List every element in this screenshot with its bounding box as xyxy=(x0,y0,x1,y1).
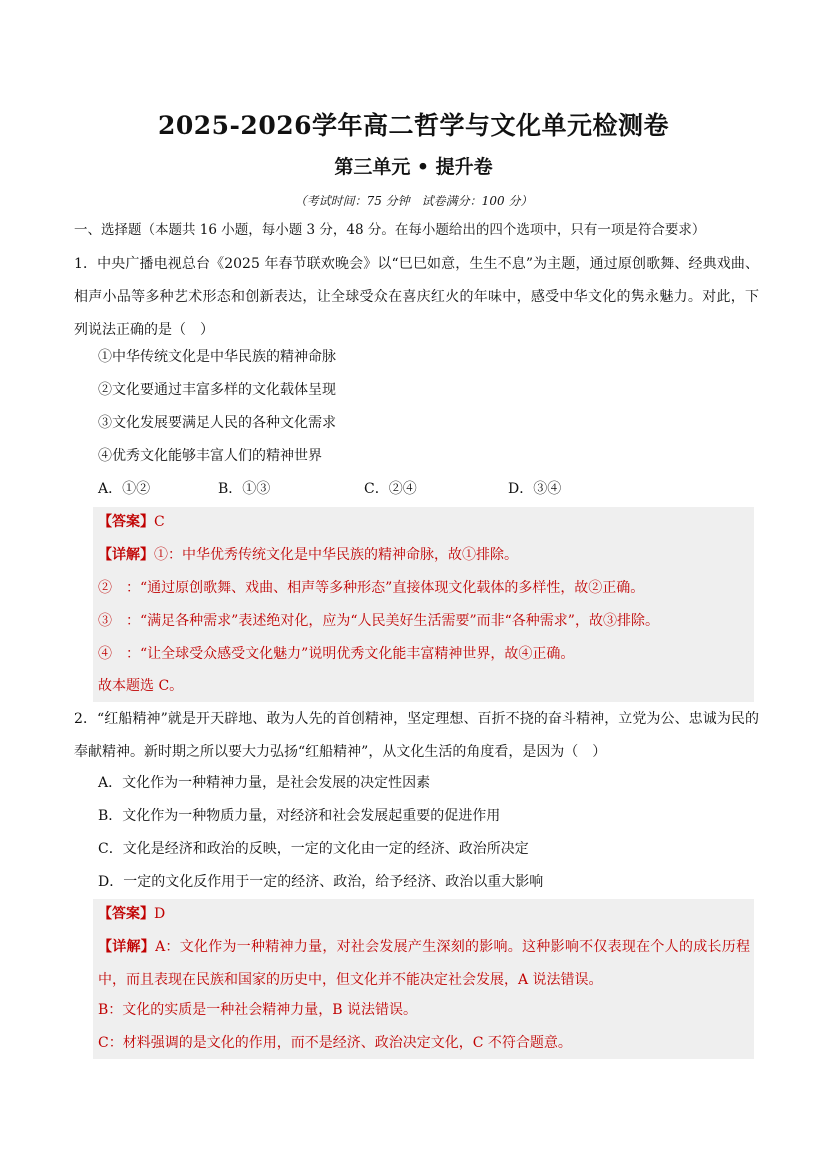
q2-option-c: C．文化是经济和政治的反映，一定的文化由一定的经济、政治所决定 xyxy=(98,841,529,857)
q1-detail-3: ③ ：“满足各种需求”表述绝对化，应为“人民美好生活需要”而非“各种需求”，故③排除。 xyxy=(98,613,659,629)
q2-detail-tag: 【详解】 xyxy=(98,939,156,955)
q2-answer xyxy=(98,898,748,931)
q1-item-1: ①中华传统文化是中华民族的精神命脉 xyxy=(98,349,336,365)
q1-detail-text-1: ①：中华优秀传统文化是中华民族的精神命脉，故①排除。 xyxy=(154,547,518,563)
q1-detail-2: ② ：“通过原创歌舞、戏曲、相声等多种形态”直接体现文化载体的多样性，故②正确。 xyxy=(98,580,645,596)
q1-answer-value: C xyxy=(154,514,165,530)
q2-detail-2: B：文化的实质是一种社会精神力量，B 说法错误。 xyxy=(98,1002,418,1018)
q2-answer-value: D xyxy=(154,906,166,922)
question-1-stem: 1．中央广播电视总台《2025 年春节联欢晚会》以“巳巳如意，生生不息”为主题，通过原创歌舞、经典戏曲、相声小品等多种艺术形态和创新表达，让全球受众在喜庆红火的年味中，感受中华文化的隽永魅力。对此，下列说法正确的是（ ） xyxy=(74,256,759,338)
q1-item-2: ②文化要通过丰富多样的文化载体呈现 xyxy=(98,382,336,398)
q1-detail-4: ④ ：“让全球受众感受文化魅力”说明优秀文化能丰富精神世界，故④正确。 xyxy=(98,646,575,662)
q1-item-3: ③文化发展要满足人民的各种文化需求 xyxy=(98,415,336,431)
q1-item-4: ④优秀文化能够丰富人们的精神世界 xyxy=(98,448,322,464)
q2-detail-1 xyxy=(98,931,750,997)
exam-title: 2025-2026学年高二哲学与文化单元检测卷 xyxy=(157,111,670,140)
q1-answer xyxy=(98,506,748,539)
q1-option-d: D．③④ xyxy=(508,481,562,497)
q1-option-c: C．②④ xyxy=(364,481,417,497)
q1-detail-5: 故本题选 C。 xyxy=(98,678,184,694)
q2-option-d: D．一定的文化反作用于一定的经济、政治，给予经济、政治以重大影响 xyxy=(98,874,544,890)
exam-meta: （考试时间：75 分钟 试卷满分：100 分） xyxy=(294,194,533,208)
q2-option-b: B．文化作为一种物质力量，对经济和社会发展起重要的促进作用 xyxy=(98,808,501,824)
q1-options xyxy=(98,473,698,506)
question-2-stem: 2．“红船精神”就是开天辟地、敢为人先的首创精神，坚定理想、百折不挠的奋斗精神，立党为公、忠诚为民的奉献精神。新时期之所以要大力弘扬“红船精神”，从文化生活的角度看，是因为（ ） xyxy=(74,711,759,760)
q2-option-a: A．文化作为一种精神力量，是社会发展的决定性因素 xyxy=(98,775,431,791)
exam-subtitle: 第三单元 • 提升卷 xyxy=(334,156,493,178)
q1-detail-tag: 【详解】 xyxy=(98,547,154,563)
q1-detail-1 xyxy=(98,539,748,572)
q2-detail-text-1: A：文化作为一种精神力量，对社会发展产生深刻的影响。这种影响不仅表现在个人的成长历程中，而且表现在民族和国家的历史中，但文化并不能决定社会发展，A 说法错误。 xyxy=(98,939,751,988)
q2-answer-tag: 【答案】 xyxy=(98,906,154,922)
q1-option-a: A．①② xyxy=(98,481,151,497)
section-heading: 一、选择题（本题共 16 小题，每小题 3 分，48 分。在每小题给出的四个选项中，只有一项是符合要求） xyxy=(74,222,706,238)
q2-detail-3: C：材料强调的是文化的作用，而不是经济、政治决定文化，C 不符合题意。 xyxy=(98,1035,572,1051)
q1-answer-tag: 【答案】 xyxy=(98,514,154,530)
q1-option-b: B．①③ xyxy=(218,481,271,497)
